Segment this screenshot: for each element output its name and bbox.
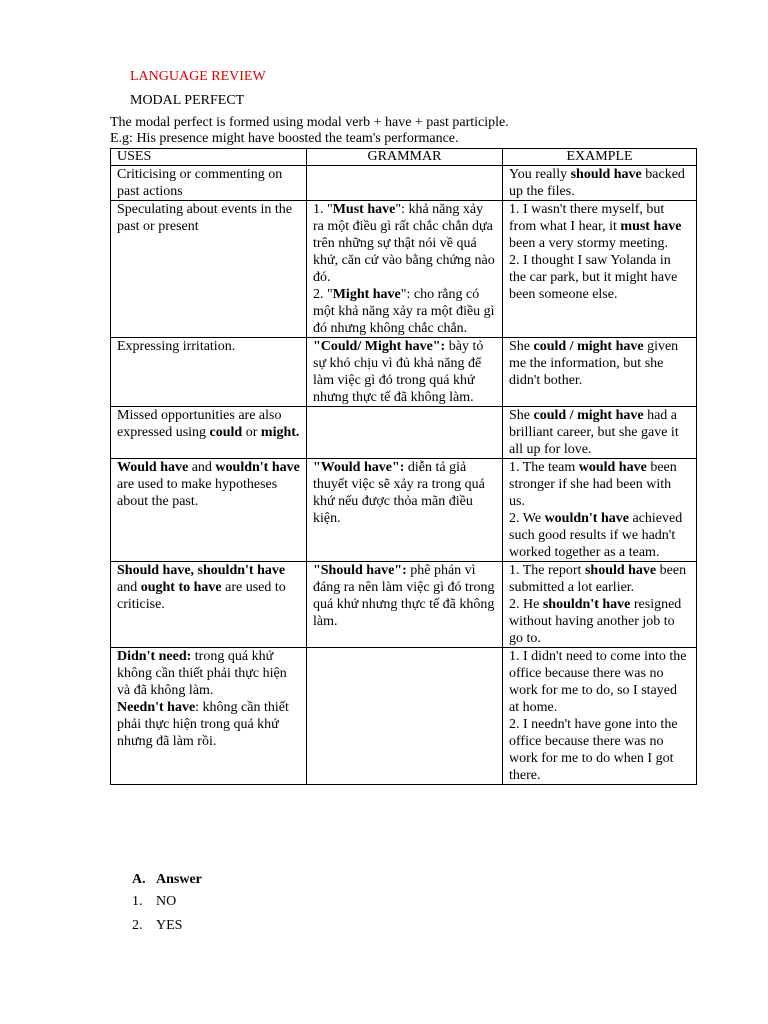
bold-text: Needn't have bbox=[117, 700, 196, 715]
answer-title: Answer bbox=[156, 872, 202, 887]
cell-text: ": khả năng xảy ra một điều gì rất chắc chắn dựa trên những sự thật nói về quá khứ, căn cứ vào bằng chứng nào đó. bbox=[313, 202, 495, 285]
answer-text: NO bbox=[156, 894, 177, 909]
cell-text: 1. I didn't need to come into the office because there was no work for me to do, so I stayed at home. bbox=[509, 649, 687, 715]
example-cell bbox=[503, 201, 697, 338]
cell-text: been stronger if she had been with us. bbox=[509, 460, 677, 509]
bold-text: would have bbox=[578, 460, 647, 475]
bold-text: ought to have bbox=[140, 580, 222, 595]
bold-text: wouldn't have bbox=[215, 460, 300, 475]
grammar-cell bbox=[307, 166, 503, 201]
cell-text: 2. We bbox=[509, 511, 545, 526]
cell-text: 1. The report bbox=[509, 563, 585, 578]
table-row bbox=[111, 407, 697, 459]
answer-text: YES bbox=[156, 918, 183, 933]
bold-text: Must have bbox=[332, 202, 396, 217]
bold-text: might. bbox=[260, 425, 300, 440]
cell-text: phê phán vì đáng ra nên làm việc gì đó trong quá khứ nhưng thực tế đã không làm. bbox=[313, 563, 495, 629]
grammar-cell bbox=[307, 459, 503, 562]
cell-text: are used to make hypotheses about the past. bbox=[117, 477, 278, 509]
intro-text bbox=[110, 115, 710, 147]
cell-text: Criticising or commenting on past actions bbox=[117, 167, 283, 199]
cell-text: 2. I thought I saw Yolanda in the car park, but it might have been someone else. bbox=[509, 253, 678, 302]
intro-line-2: E.g: His presence might have boosted the team's performance. bbox=[110, 131, 459, 146]
bold-text: could / might have bbox=[533, 408, 644, 423]
uses-cell bbox=[111, 166, 307, 201]
cell-text: 1. The team bbox=[509, 460, 579, 475]
cell-text: given me the information, but she didn't bother. bbox=[509, 339, 679, 388]
bold-text: "Should have": bbox=[313, 563, 407, 578]
cell-text: 2. I needn't have gone into the office because there was no work for me to do when I got there. bbox=[509, 717, 678, 783]
table-header-row bbox=[111, 149, 697, 166]
uses-cell bbox=[111, 648, 307, 785]
bold-text: wouldn't have bbox=[544, 511, 629, 526]
answer-item bbox=[132, 917, 202, 934]
cell-text: 2. " bbox=[313, 287, 333, 302]
answer-item bbox=[132, 893, 202, 910]
bold-text: must have bbox=[620, 219, 682, 234]
table-row bbox=[111, 166, 697, 201]
bold-text: could / might have bbox=[533, 339, 644, 354]
answer-number: 1. bbox=[132, 894, 143, 909]
page-subheading: MODAL PERFECT bbox=[130, 93, 245, 108]
cell-text: resigned without having another job to go to. bbox=[509, 597, 682, 646]
example-cell bbox=[503, 459, 697, 562]
cell-text: achieved such good results if we hadn't worked together as a team. bbox=[509, 511, 683, 560]
cell-text: backed up the files. bbox=[509, 167, 685, 199]
bold-text: should have bbox=[584, 563, 657, 578]
uses-cell bbox=[111, 338, 307, 407]
header-example: EXAMPLE bbox=[503, 149, 697, 166]
uses-cell bbox=[111, 459, 307, 562]
bold-text: "Would have": bbox=[313, 460, 405, 475]
bold-text: Didn't need: bbox=[117, 649, 192, 664]
uses-cell bbox=[111, 407, 307, 459]
example-cell bbox=[503, 338, 697, 407]
answer-letter: A. bbox=[132, 872, 146, 887]
cell-text: been submitted a lot earlier. bbox=[509, 563, 687, 595]
example-cell bbox=[503, 407, 697, 459]
answer-section bbox=[132, 871, 202, 941]
example-cell bbox=[503, 562, 697, 648]
bold-text: "Could/ Might have": bbox=[313, 339, 446, 354]
modal-perfect-table bbox=[110, 148, 697, 785]
answer-heading bbox=[132, 871, 202, 888]
cell-text: 1. " bbox=[313, 202, 333, 217]
example-cell bbox=[503, 648, 697, 785]
bold-text: Should have, shouldn't have bbox=[117, 563, 286, 578]
cell-text: : không cần thiết phải thực hiện trong quá khứ nhưng đã làm rồi. bbox=[117, 700, 289, 749]
table-row bbox=[111, 338, 697, 407]
cell-text: Speculating about events in the past or present bbox=[117, 202, 292, 234]
grammar-cell bbox=[307, 338, 503, 407]
bold-text: Might have bbox=[332, 287, 401, 302]
table-body bbox=[111, 166, 697, 785]
header-uses: USES bbox=[111, 149, 307, 166]
cell-text: diễn tả giả thuyết việc sẽ xảy ra trong quá khứ nếu được thỏa mãn điều kiện. bbox=[313, 460, 485, 526]
cell-text: She bbox=[509, 408, 534, 423]
answer-number: 2. bbox=[132, 918, 143, 933]
header-grammar: GRAMMAR bbox=[307, 149, 503, 166]
bold-text: should have bbox=[570, 167, 642, 182]
cell-text: She bbox=[509, 339, 534, 354]
cell-text: You really bbox=[509, 167, 571, 182]
table-row bbox=[111, 201, 697, 338]
table-row bbox=[111, 648, 697, 785]
bold-text: Would have bbox=[117, 460, 189, 475]
uses-cell bbox=[111, 201, 307, 338]
cell-text: and bbox=[117, 580, 141, 595]
cell-text: are used to criticise. bbox=[117, 580, 286, 612]
cell-text: had a brilliant career, but she gave it all up for love. bbox=[509, 408, 679, 457]
grammar-cell bbox=[307, 407, 503, 459]
page-heading: LANGUAGE REVIEW bbox=[130, 69, 266, 84]
cell-text: 1. I wasn't there myself, but from what I hear, it bbox=[509, 202, 665, 234]
grammar-cell bbox=[307, 201, 503, 338]
table-row bbox=[111, 459, 697, 562]
grammar-cell bbox=[307, 648, 503, 785]
bold-text: could bbox=[209, 425, 243, 440]
cell-text: ": cho rằng có một khả năng xảy ra một điều gì đó nhưng không chắc chắn. bbox=[313, 287, 495, 336]
uses-cell bbox=[111, 562, 307, 648]
cell-text: or bbox=[242, 425, 261, 440]
cell-text: trong quá khứ không cần thiết phải thực hiện và đã không làm. bbox=[117, 649, 287, 698]
cell-text: and bbox=[188, 460, 216, 475]
cell-text: Expressing irritation. bbox=[117, 339, 236, 354]
cell-text: 2. He bbox=[509, 597, 543, 612]
cell-text: been a very stormy meeting. bbox=[509, 236, 669, 251]
example-cell bbox=[503, 166, 697, 201]
intro-line-1: The modal perfect is formed using modal verb + have + past participle. bbox=[110, 115, 509, 130]
cell-text: Missed opportunities are also expressed using bbox=[117, 408, 282, 440]
bold-text: shouldn't have bbox=[542, 597, 631, 612]
table-row bbox=[111, 562, 697, 648]
grammar-cell bbox=[307, 562, 503, 648]
cell-text: bày tỏ sự khó chịu vì đủ khả năng để làm việc gì đó trong quá khứ nhưng thực tế đã không làm. bbox=[313, 339, 484, 405]
